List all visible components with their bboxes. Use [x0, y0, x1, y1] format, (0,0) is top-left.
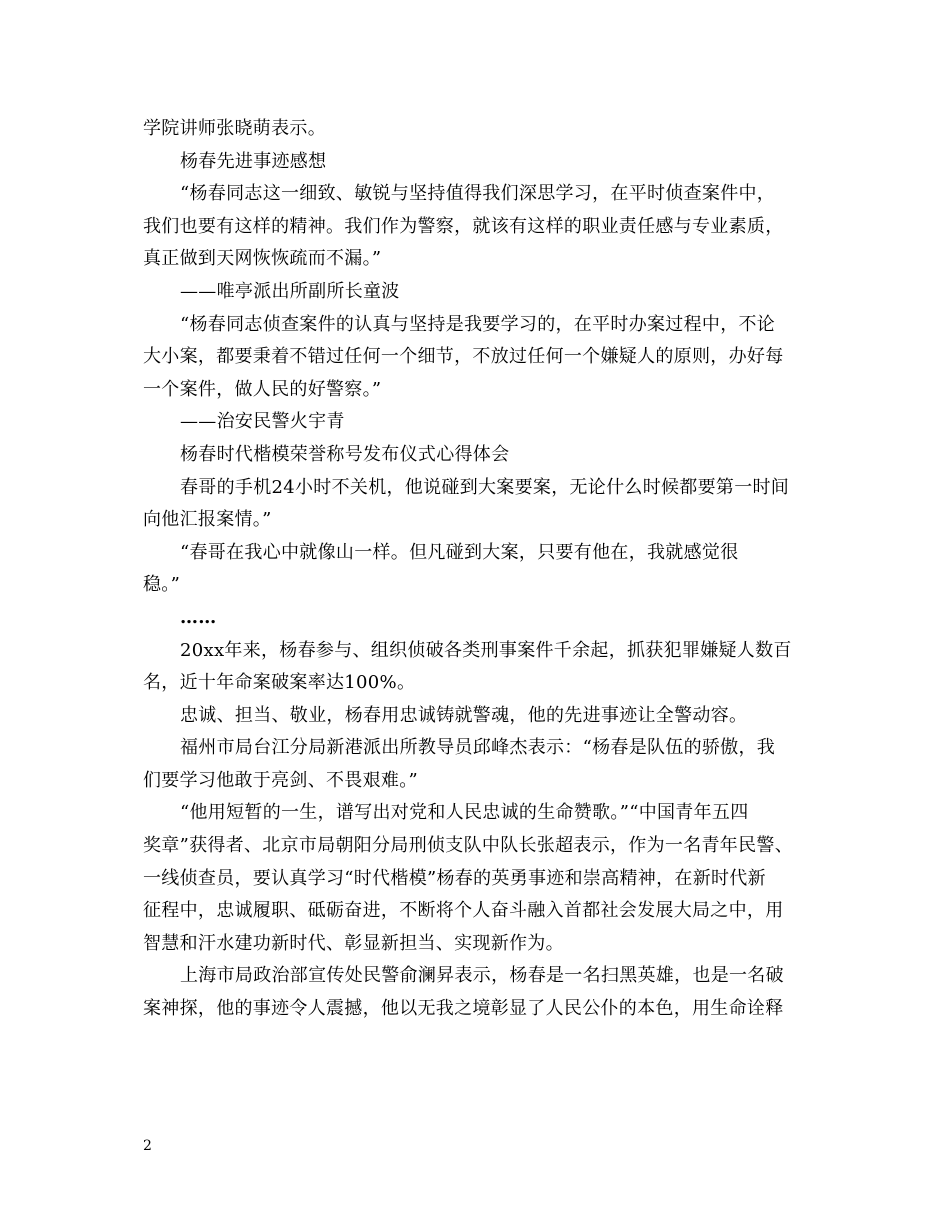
text-line: 名，近十年命案破案率达100%。 [143, 672, 416, 694]
text-line: 上海市局政治部宣传处民警俞澜昇表示，杨春是一名扫黑英雄，也是一名破 [180, 965, 784, 987]
text-line: 学院讲师张晓萌表示。 [143, 118, 326, 139]
page-number: 2 [143, 1138, 152, 1154]
text-line: 向他汇报案情。” [143, 509, 272, 531]
text-line: 征程中，忠诚履职、砥砺奋进，不断将个人奋斗融入首都社会发展大局之中，用 [143, 900, 784, 922]
text-line: 们要学习他敢于亮剑、不畏艰难。” [143, 769, 419, 791]
text-line: ——唯亭派出所副所长童波 [180, 280, 400, 302]
text-line: “杨春同志这一细致、敏锐与坚持值得我们深思学习，在平时侦查案件中， [180, 183, 776, 205]
text-line: 20xx年来，杨春参与、组织侦破各类刑事案件千余起，抓获犯罪嫌疑人数百 [180, 639, 792, 661]
text-line: “春哥在我心中就像山一样。但凡碰到大案，只要有他在，我就感觉很 [180, 541, 739, 563]
document-body [143, 113, 813, 1026]
text-line: 真正做到天网恢恢疏而不漏。” [143, 248, 382, 270]
text-line: ——治安民警火宇青 [180, 411, 345, 433]
text-line: 忠诚、担当、敬业，杨春用忠诚铸就警魂，他的先进事迹让全警动容。 [180, 704, 748, 726]
text-line: 杨春先进事迹感想 [180, 150, 327, 172]
text-line: 一线侦查员，要认真学习“时代楷模”杨春的英勇事迹和崇高精神，在新时代新 [143, 867, 766, 889]
text-line: 我们也要有这样的精神。我们作为警察，就该有这样的职业责任感与专业素质， [143, 215, 784, 237]
text-line: 春哥的手机24小时不关机，他说碰到大案要案，无论什么时候都要第一时间 [180, 476, 790, 498]
text-line: 智慧和汗水建功新时代、彰显新担当、实现新作为。 [143, 932, 564, 954]
text-line: 一个案件，做人民的好警察。” [143, 378, 382, 400]
text-line: 奖章”获得者、北京市局朝阳分局刑侦支队中队长张超表示，作为一名青年民警、 [143, 835, 793, 857]
text-line: 大小案，都要秉着不错过任何一个细节，不放过任何一个嫌疑人的原则，办好每 [143, 346, 784, 368]
text-line: 杨春时代楷模荣誉称号发布仪式心得体会 [180, 443, 510, 465]
text-line: “杨春同志侦查案件的认真与坚持是我要学习的，在平时办案过程中，不论 [180, 313, 776, 335]
text-line: “他用短暂的一生，谱写出对党和人民忠诚的生命赞歌。”“中国青年五四 [180, 802, 749, 824]
text-line: 案神探，他的事迹令人震撼，他以无我之境彰显了人民公仆的本色，用生命诠释 [143, 998, 784, 1020]
text-line: 稳。” [143, 574, 181, 596]
text-line: 福州市局台江分局新港派出所教导员邱峰杰表示：“杨春是队伍的骄傲，我 [180, 737, 776, 759]
text-line: …… [180, 606, 217, 628]
